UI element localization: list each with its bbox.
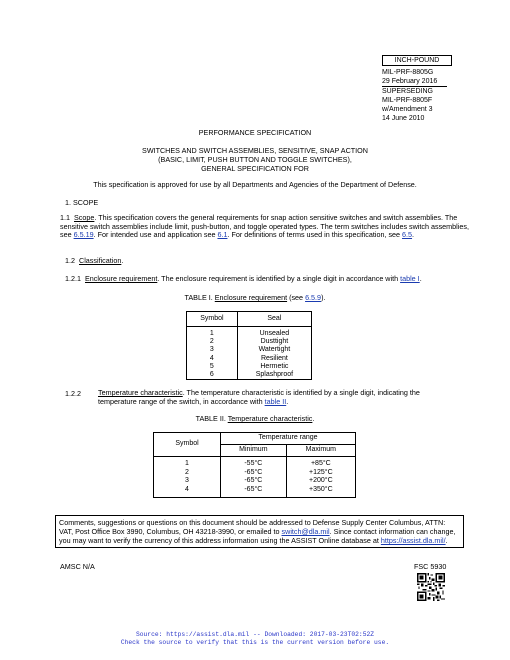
- email-link[interactable]: switch@dla.mil: [281, 527, 330, 536]
- cell-maximum: +350°C: [309, 485, 333, 493]
- paragraph-number: 1.2: [65, 256, 75, 265]
- paragraph-text: . For intended use and application see: [93, 230, 218, 240]
- footer-source-line: Source: https://assist.dla.mil -- Downloaded: 2017-03-23T02:52Z: [135, 631, 375, 638]
- cell-minimum: -65°C: [244, 468, 263, 476]
- column-header-maximum: Maximum: [286, 445, 355, 457]
- paragraph-title: Temperature characteristic: [98, 388, 183, 397]
- column-header-temperature-range: Temperature range: [221, 433, 356, 445]
- cell-seal: Splashproof: [237, 371, 311, 380]
- column-header-seal: Seal: [237, 312, 311, 327]
- table-temperature-characteristic: [153, 432, 356, 498]
- comments-text: .: [445, 536, 448, 545]
- cell-seal: Resilient: [237, 355, 311, 363]
- paragraph-number-1-2-2: 1.2.2: [65, 389, 81, 398]
- cell-seal: Unsealed: [237, 327, 311, 339]
- link-6-1[interactable]: 6.1: [217, 230, 228, 240]
- paragraph-text: . This specification covers the general requirements for snap action sensitive switches and switch assemblies. The sensitive switch assemblies include limit, push-button, and toggle operated types. The term switches includes switch assemblies, see: [60, 213, 469, 240]
- cell-symbol: 4: [187, 355, 238, 363]
- link-table-1[interactable]: table I: [400, 274, 420, 283]
- link-6-5[interactable]: 6.5: [402, 230, 413, 240]
- table-1-caption: [0, 293, 510, 302]
- cell-maximum: +85°C: [310, 460, 331, 467]
- paragraph-text: . For definitions of terms used in this specification, see: [227, 230, 403, 240]
- title-line-3: GENERAL SPECIFICATION FOR: [201, 164, 309, 173]
- paragraph-1-2-1: [65, 274, 465, 283]
- cell-symbol: 2: [185, 468, 189, 476]
- assist-url-link[interactable]: https://assist.dla.mil/: [380, 536, 446, 545]
- paragraph-1-2-2: [98, 389, 460, 406]
- cell-symbol: 1: [187, 327, 238, 339]
- comments-text: . Since contact information can change, you may want to verify the currency of this address information using the ASSIST Online database at: [59, 527, 456, 545]
- column-header-symbol: Symbol: [154, 433, 221, 457]
- paragraph-text: . The temperature characteristic is identified by a single digit, indicating the temperature range of the switch, in accordance with: [98, 388, 420, 406]
- cell-symbol: 3: [185, 477, 189, 485]
- paragraph-number: 1.1: [60, 213, 70, 222]
- paragraph-title: Scope: [74, 213, 95, 222]
- maximum-column: [286, 457, 355, 498]
- cell-maximum: +125°C: [309, 468, 333, 476]
- caption-text: .: [312, 414, 315, 423]
- fsc-label: FSC 5930: [414, 562, 447, 571]
- column-header-minimum: Minimum: [221, 445, 287, 457]
- table-enclosure-requirement: [186, 311, 312, 380]
- approval-statement: This specification is approved for use by all Departments and Agencies of the Department of Defense.: [93, 180, 417, 189]
- cell-minimum: -55°C: [244, 460, 263, 467]
- paragraph-text: . The enclosure requirement is identified by a single digit in accordance with: [157, 274, 401, 283]
- title-line-1: SWITCHES AND SWITCH ASSEMBLIES, SENSITIVE, SNAP ACTION: [142, 146, 368, 155]
- cell-maximum: +200°C: [309, 477, 333, 485]
- title-line-2: (BASIC, LIMIT, PUSH BUTTON AND TOGGLE SWITCHES),: [158, 155, 352, 164]
- footer-verify-line: Check the source to verify that this is the current version before use.: [120, 639, 390, 646]
- superseded-document-number: MIL-PRF-8805F: [382, 97, 433, 104]
- link-6-5-19[interactable]: 6.5.19: [73, 230, 94, 240]
- cell-symbol: 3: [187, 346, 238, 354]
- cell-symbol: 4: [185, 485, 189, 493]
- paragraph-1-1: [60, 214, 476, 240]
- document-date: 29 February 2016: [382, 77, 447, 87]
- link-6-5-9[interactable]: 6.5.9: [305, 293, 322, 302]
- document-id-block: [382, 55, 452, 123]
- paragraph-title: Enclosure requirement: [85, 274, 158, 283]
- amsc-label: AMSC N/A: [60, 562, 95, 571]
- paragraph-number: 1.2.1: [65, 274, 81, 283]
- comments-text: Comments, suggestions or questions on this document should be addressed to Defense Supply Center Columbus, ATTN: VAT, Post Office Box 3990, Columbus, OH 43218-3990, or emailed to: [59, 518, 446, 536]
- paragraph-text: .: [412, 230, 415, 240]
- paragraph-text: .: [121, 256, 124, 265]
- document-title: [0, 146, 510, 173]
- cell-minimum: -65°C: [244, 477, 263, 485]
- cell-symbol: 1: [185, 460, 189, 467]
- cell-symbol: 6: [187, 371, 238, 380]
- caption-prefix: TABLE I.: [184, 293, 215, 302]
- cell-symbol: 5: [187, 363, 238, 371]
- comments-box: [55, 515, 464, 548]
- minimum-column: [221, 457, 287, 498]
- cell-seal: Dusttight: [237, 338, 311, 346]
- amendment-label: w/Amendment 3: [382, 106, 433, 113]
- paragraph-1-2: [65, 256, 123, 265]
- inch-pound-label: INCH-POUND: [382, 55, 452, 66]
- cell-seal: Hermetic: [237, 363, 311, 371]
- superseded-document-date: 14 June 2010: [382, 115, 425, 122]
- section-heading-scope: 1. SCOPE: [65, 198, 99, 207]
- document-number: MIL-PRF-8805G: [382, 69, 434, 76]
- download-footer: [0, 631, 510, 647]
- caption-title: Temperature characteristic: [227, 414, 313, 423]
- paragraph-title: Classification: [79, 256, 122, 265]
- column-header-symbol: Symbol: [187, 312, 238, 327]
- caption-text: (see: [287, 293, 306, 302]
- paragraph-text: .: [286, 396, 289, 406]
- symbol-column: [154, 457, 221, 498]
- qr-code-icon: [417, 573, 445, 601]
- caption-text: ).: [321, 293, 326, 302]
- superseding-label: SUPERSEDING: [382, 88, 433, 95]
- caption-title: Enclosure requirement: [214, 293, 288, 302]
- link-table-2[interactable]: table II: [264, 396, 287, 406]
- paragraph-text: .: [419, 274, 422, 283]
- caption-prefix: TABLE II.: [195, 414, 228, 423]
- cell-seal: Watertight: [237, 346, 311, 354]
- specification-type: PERFORMANCE SPECIFICATION: [198, 128, 312, 137]
- cell-minimum: -65°C: [244, 485, 263, 493]
- cell-symbol: 2: [187, 338, 238, 346]
- table-2-caption: [0, 414, 510, 423]
